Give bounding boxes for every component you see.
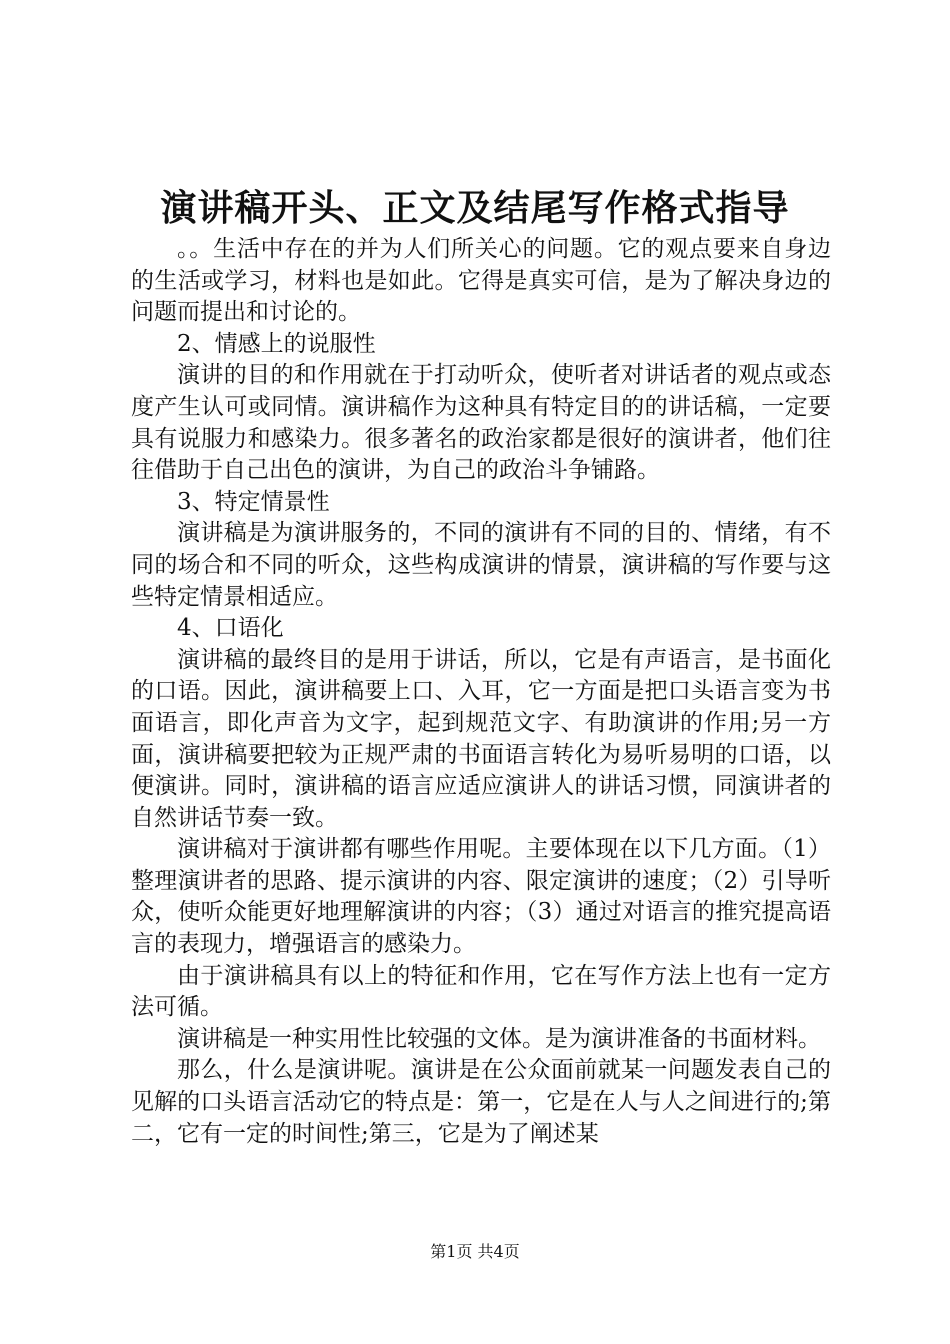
document-title: 演讲稿开头、正文及结尾写作格式指导 xyxy=(160,187,790,229)
document-body xyxy=(131,234,831,1150)
heading-emotional-persuasion: 2、情感上的说服性 xyxy=(177,330,376,357)
paragraph-specific-context: 演讲稿是为演讲服务的，不同的演讲有不同的目的、情绪，有不同的场合和不同的听众，这些构成演讲的情景，演讲稿的写作要与这些特定情景相适应。 xyxy=(131,520,831,610)
paragraph-colloquial: 演讲稿的最终目的是用于讲话，所以，它是有声语言，是书面化的口语。因此，演讲稿要上口、入耳，它一方面是把口头语言变为书面语言，即化声音为文字，起到规范文字、有助演讲的作用;另一方面，演讲稿要把较为正规严肃的书面语言转化为易听易明的口语，以便演讲。同时，演讲稿的语言应适应演讲人的讲话习惯，同演讲者的自然讲话节奏一致。 xyxy=(131,646,831,831)
heading-colloquial: 4、口语化 xyxy=(177,615,284,642)
paragraph-practical-genre: 演讲稿是一种实用性比较强的文体。是为演讲准备的书面材料。 xyxy=(177,1025,821,1052)
page-number-footer: 第1页 共4页 xyxy=(430,1242,520,1261)
heading-specific-context: 3、特定情景性 xyxy=(177,488,330,515)
paragraph-emotional-persuasion: 演讲的目的和作用就在于打动听众，使听者对讲话者的观点或态度产生认可或同情。演讲稿作为这种具有特定目的的讲话稿，一定要具有说服力和感染力。很多著名的政治家都是很好的演讲者，他们往往借助于自己出色的演讲，为自己的政治斗争铺路。 xyxy=(131,362,831,484)
paragraph-what-is-speech: 那么，什么是演讲呢。演讲是在公众面前就某一问题发表自己的见解的口头语言活动它的特点是：第一，它是在人与人之间进行的;第二，它有一定的时间性;第三，它是为了阐述某 xyxy=(131,1057,831,1147)
paragraph-writing-method: 由于演讲稿具有以上的特征和作用，它在写作方法上也有一定方法可循。 xyxy=(131,962,831,1021)
paragraph-functions: 演讲稿对于演讲都有哪些作用呢。主要体现在以下几方面。（1）整理演讲者的思路、提示演讲的内容、限定演讲的速度；（2）引导听众，使听众能更好地理解演讲的内容；（3）通过对语言的推究提高语言的表现力，增强语言的感染力。 xyxy=(131,836,831,958)
paragraph-intro-continued: 。。生活中存在的并为人们所关心的问题。它的观点要来自身边的生活或学习，材料也是如此。它得是真实可信，是为了解决身边的问题而提出和讨论的。 xyxy=(131,236,831,326)
